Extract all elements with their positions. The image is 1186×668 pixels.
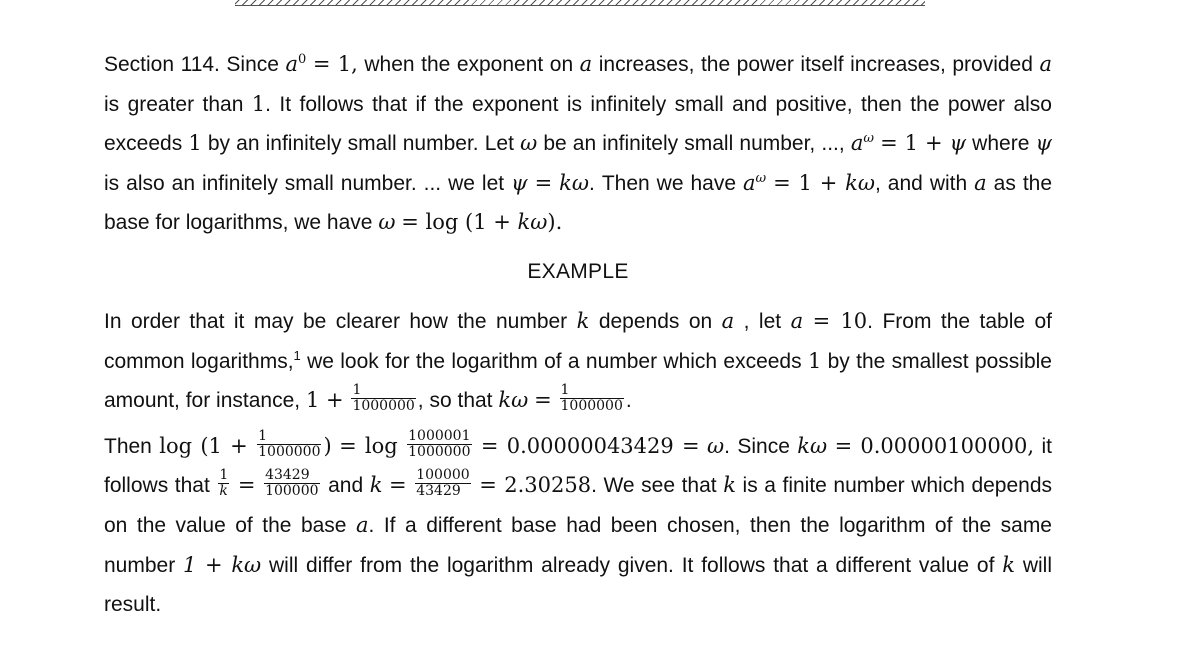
computation-paragraph: Then log (1 + $\frac{1}{1000000}$ ) = log $\frac{1000001}{1000000}$ = 0.00000043429 = ω. Since kω = 0.00000100000, it follows that $\frac{1}{k}$ = $\frac{43429}{100000}$ and k = $\frac{100000}{43429}$ = 2.30258. We see that k is a finite number which depends on the value of the base a. If a different base had been chosen, then the logarithm of the same number 1 + kω will differ from the logarithm already given. It follows that a different value of k will result. — [104, 427, 1053, 617]
fraction-one-millionth: $\frac{1}{1000000}$ — [258, 427, 321, 460]
document-page — [104, 45, 1052, 625]
fraction-one-over-k: $\frac{1}{k}$ — [219, 467, 229, 500]
fraction-million-one-over-million: $\frac{1000001}{1000000}$ — [408, 427, 471, 460]
example-heading: EXAMPLE — [527, 259, 629, 283]
fraction-one-millionth: $\frac{1}{1000000}$ — [352, 382, 415, 415]
top-decorative-rule — [235, 0, 925, 6]
example-paragraph: In order that it may be clearer how the number k depends on a , let a = 10. From the table of common logarithms,$^1$ we look for the logarithm of a number which exceeds 1 by the smallest possible amount, for instance, 1 + $\frac{1}{1000000}$ , so that kω = $\frac{1}{1000000}$ . — [104, 308, 1053, 415]
fraction-43429-over-100000: $\frac{43429}{100000}$ — [265, 467, 319, 500]
section-114-paragraph: Section 114. Since $a^0 = 1$, when the exponent on a increases, the power itself increases, provided a is greater than 1. It follows that if the exponent is infinitely small and positive, then the power also exceeds 1 by an infinitely small number. Let ω be an infinitely small number, ..., $a^\omega = 1 + \psi$ where ψ is also an infinitely small number. ... we let ψ = kω. Then we have $a^\omega = 1 + k\omega$, and with a as the base for logarithms, we have ω = log (1 + kω). — [104, 52, 1053, 235]
footnote-marker: 1 — [293, 347, 301, 363]
fraction-one-millionth: $\frac{1}{1000000}$ — [560, 382, 623, 415]
fraction-100000-over-43429: $\frac{100000}{43429}$ — [416, 467, 470, 500]
